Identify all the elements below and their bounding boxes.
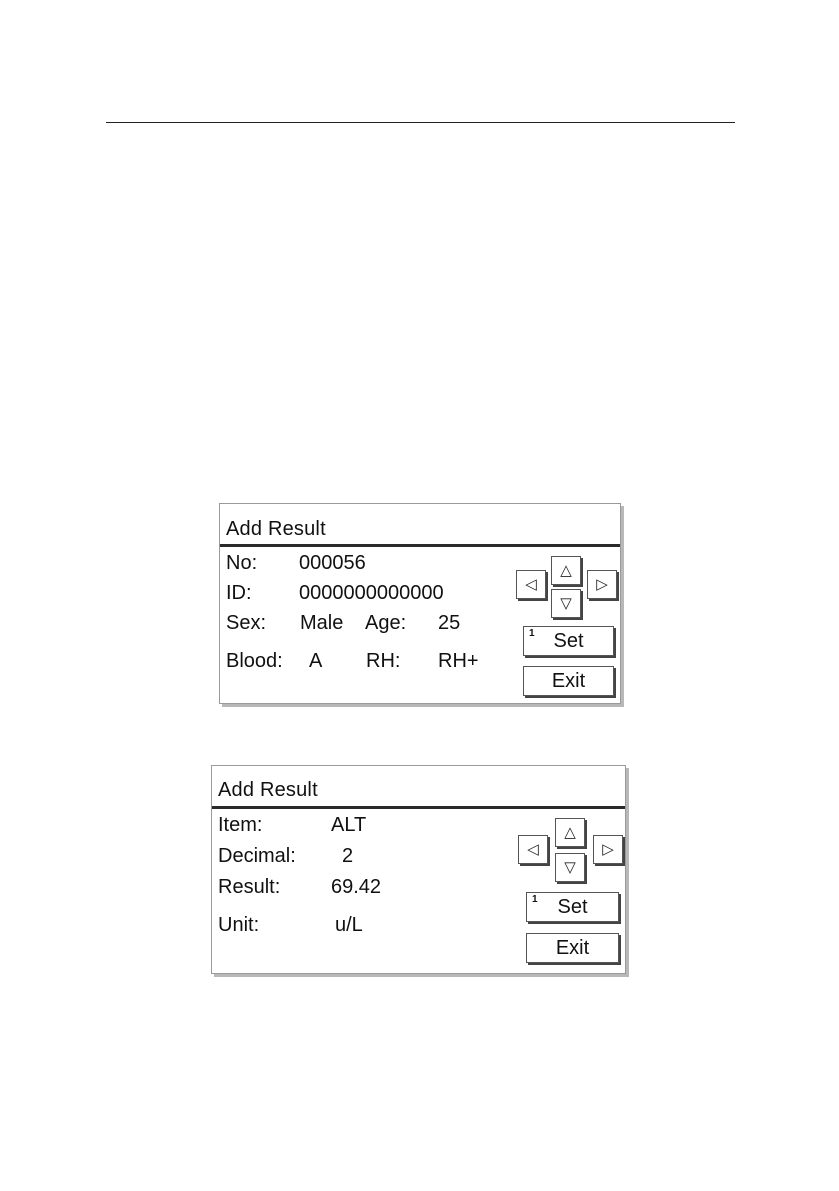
age-label: Age:	[365, 612, 407, 634]
right-arrow-button[interactable]	[587, 570, 617, 599]
id-value[interactable]: 0000000000000	[299, 582, 444, 604]
result-label: Result:	[218, 876, 281, 898]
set-button[interactable]	[523, 626, 614, 656]
blood-label: Blood:	[226, 650, 283, 672]
up-arrow-icon: △	[564, 824, 576, 841]
id-label: ID:	[226, 582, 252, 604]
up-arrow-button[interactable]	[555, 818, 585, 847]
item-value[interactable]: ALT	[331, 814, 367, 836]
up-arrow-icon: △	[560, 562, 572, 579]
left-arrow-icon: ◁	[525, 576, 537, 593]
set-button[interactable]	[526, 892, 619, 922]
sex-value[interactable]: Male	[300, 612, 344, 634]
set-button-label: Set	[553, 629, 584, 652]
decimal-value[interactable]: 2	[342, 845, 354, 867]
rh-value[interactable]: RH+	[438, 650, 479, 672]
exit-button-label: Exit	[555, 936, 590, 959]
screen-title: Add Result	[226, 518, 326, 540]
no-label: No:	[226, 552, 258, 574]
exit-button[interactable]	[526, 933, 619, 963]
set-button-label: Set	[557, 895, 588, 918]
set-shortcut-number: 1	[529, 628, 535, 639]
down-arrow-button[interactable]	[555, 853, 585, 882]
add-result-screen-patient	[219, 503, 621, 704]
screen-title: Add Result	[218, 779, 318, 801]
left-arrow-button[interactable]	[516, 570, 546, 599]
item-label: Item:	[218, 814, 263, 836]
page-header-rule	[106, 122, 735, 123]
set-shortcut-number: 1	[532, 894, 538, 905]
age-value[interactable]: 25	[438, 612, 461, 634]
rh-label: RH:	[366, 650, 401, 672]
add-result-screen-item	[211, 765, 626, 974]
down-arrow-icon: ▽	[560, 595, 572, 612]
sex-label: Sex:	[226, 612, 267, 634]
up-arrow-button[interactable]	[551, 556, 581, 585]
right-arrow-button[interactable]	[593, 835, 623, 864]
right-arrow-icon: ▷	[596, 576, 608, 593]
title-divider	[220, 544, 620, 547]
decimal-label: Decimal:	[218, 845, 296, 867]
exit-button[interactable]	[523, 666, 614, 696]
title-divider	[212, 806, 625, 809]
left-arrow-icon: ◁	[527, 841, 539, 858]
right-arrow-icon: ▷	[602, 841, 614, 858]
left-arrow-button[interactable]	[518, 835, 548, 864]
down-arrow-button[interactable]	[551, 589, 581, 618]
unit-label: Unit:	[218, 914, 260, 936]
unit-value[interactable]: u/L	[335, 914, 363, 936]
exit-button-label: Exit	[551, 669, 586, 692]
no-value[interactable]: 000056	[299, 552, 366, 574]
down-arrow-icon: ▽	[564, 859, 576, 876]
blood-value[interactable]: A	[309, 650, 323, 672]
result-value[interactable]: 69.42	[331, 876, 382, 898]
